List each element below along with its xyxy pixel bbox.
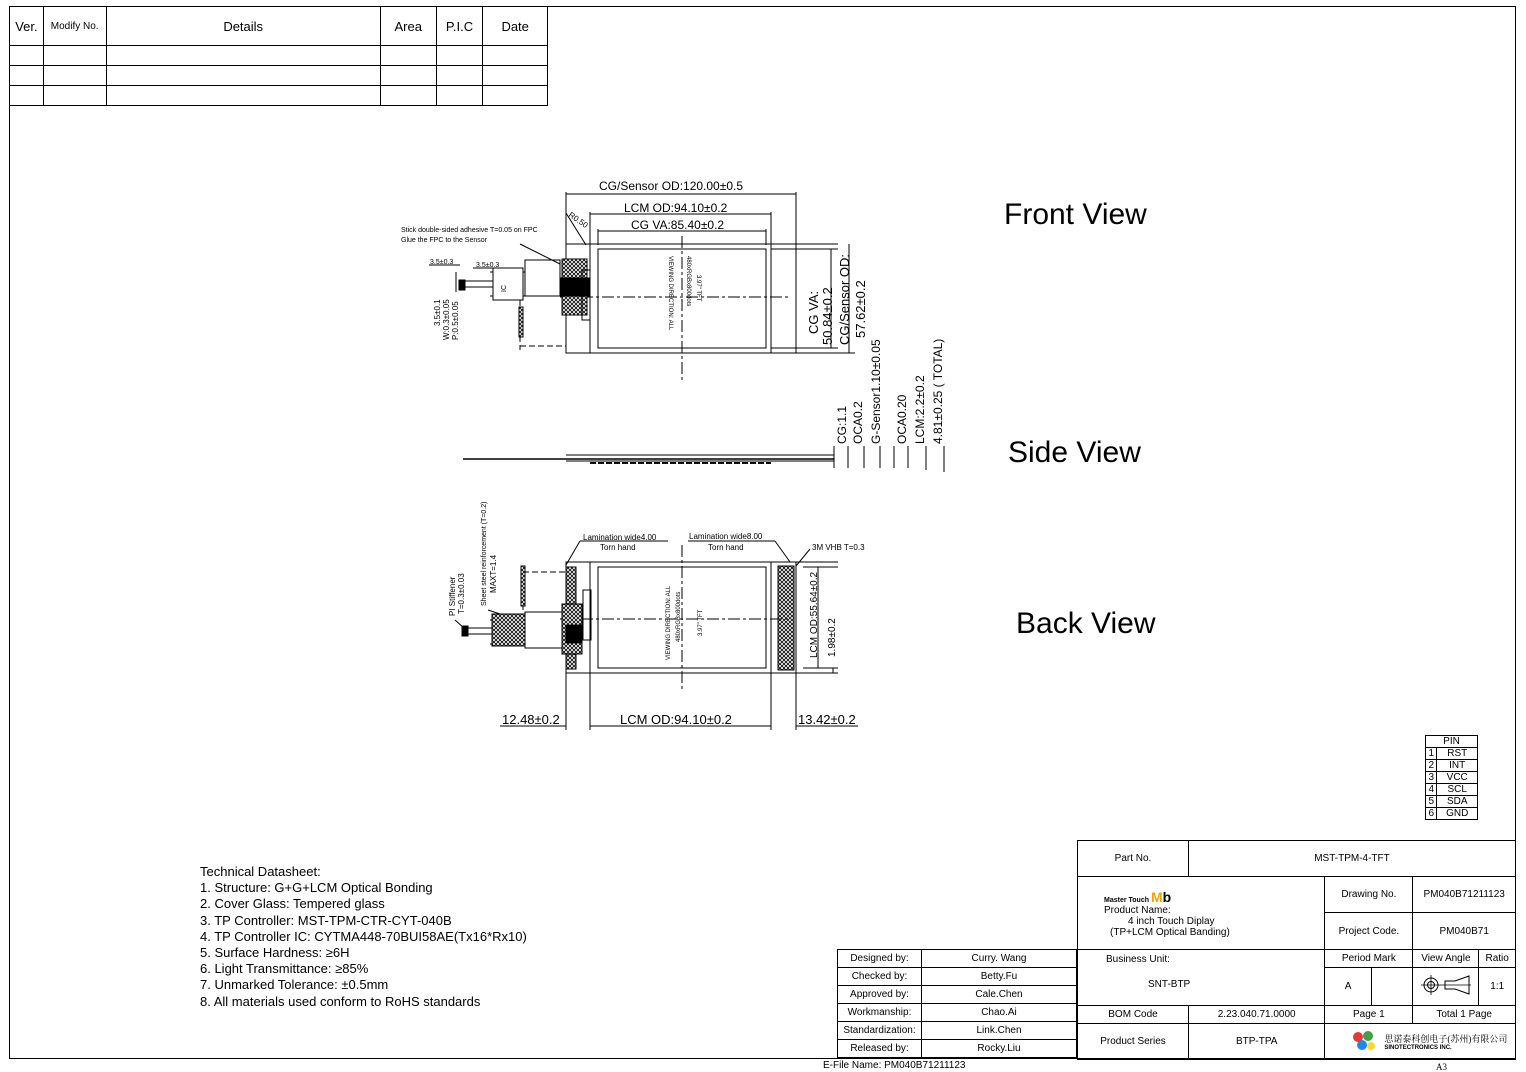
- business-unit-label: Business Unit:: [1106, 954, 1170, 965]
- side-label-cg: CG:1.1: [835, 405, 849, 444]
- datasheet-title: Technical Datasheet:: [200, 864, 321, 879]
- project-code-value: PM040B71: [1413, 913, 1516, 950]
- list-item: 7. Unmarked Tolerance: ±0.5mm: [200, 977, 389, 993]
- vhb-note: 3M VHB T=0.3: [812, 543, 865, 552]
- table-row: 4 SCL: [1426, 784, 1478, 796]
- back-dim-mid: LCM OD:94.10±0.2: [620, 712, 732, 727]
- cg-va-dimension: CG VA:85.40±0.2: [631, 218, 725, 232]
- table-row: Designed by: Curry. Wang: [838, 950, 1077, 968]
- product-name-label: Product Name:: [1104, 904, 1171, 916]
- side-label-lcm: LCM:2.2±0.2: [913, 375, 927, 444]
- table-row: 1 RST: [1426, 748, 1478, 760]
- lamination-right: Lamination wide8.00: [689, 532, 763, 541]
- dim-c2: W:0.3±0.05: [442, 299, 451, 340]
- pi-stiffener-label: PI Stiffener: [448, 576, 457, 616]
- drawing-no-value: PM040B71211123: [1413, 877, 1516, 913]
- back-view-title: Back View: [1016, 607, 1156, 640]
- side-view-drawing: [463, 446, 944, 472]
- lcd-text-3: 3.97" TFT: [695, 275, 701, 302]
- title-block: [1077, 840, 1516, 1060]
- business-unit-value: SNT-BTP: [1148, 979, 1191, 990]
- back-view-drawing: [455, 541, 858, 730]
- back-lcd-text-3: 3.97" TFT: [698, 609, 704, 636]
- efile-name: E-File Name: PM040B71211123: [823, 1060, 966, 1071]
- list-item: 4. TP Controller IC: CYTMA448-70BUI58AE(Tx16*Rx10): [200, 928, 527, 944]
- dim-c3: P:0.5±0.05: [451, 301, 460, 340]
- lcd-text-2: 480xRGBx800dots: [685, 256, 691, 307]
- steel-max-thickness: MAXT=1.4: [489, 554, 498, 593]
- list-item: 6. Light Transmittance: ≥85%: [200, 961, 369, 977]
- cg-od-dimension: CG/Sensor OD:120.00±0.5: [599, 179, 743, 193]
- dim-a: 3.5±0.3: [430, 259, 454, 266]
- back-dim-right: 13.42±0.2: [798, 712, 856, 727]
- rev-header-area: Area: [380, 7, 436, 46]
- list-item: 8. All materials used conform to RoHS standards: [200, 993, 481, 1009]
- back-lcm-od-vertical: LCM OD:55.64±0.2: [809, 571, 820, 658]
- dim-b: 3.5±0.3: [476, 262, 500, 269]
- list-item: 3. TP Controller: MST-TPM-CTR-CYT-040B: [200, 912, 452, 928]
- product-name-line2: (TP+LCM Optical Banding): [1110, 926, 1230, 938]
- rev-header-pic: P.I.C: [436, 7, 483, 46]
- company-logo-icon: [1350, 1029, 1378, 1055]
- table-row: 5 SDA: [1426, 796, 1478, 808]
- ratio-value: 1:1: [1479, 968, 1516, 1006]
- lcd-text-1: VIEWING DIRECTION: ALL: [667, 256, 673, 331]
- bom-code-label: BOM Code: [1078, 1006, 1189, 1024]
- company-name-cn: 思诺泰科创电子(苏州)有限公司: [1384, 1034, 1508, 1044]
- steel-reinforcement-label: Sheet steel reinforcement (T=0.2): [481, 501, 488, 606]
- table-row: 6 GND: [1426, 808, 1478, 820]
- radius-label: R0.50: [566, 210, 590, 230]
- rev-header-modify: Modify No.: [43, 7, 106, 46]
- technical-datasheet: [200, 864, 527, 1010]
- torn-hand-right: Torn hand: [708, 543, 744, 552]
- table-row: Approved by: Cale.Chen: [838, 986, 1077, 1004]
- cg-va-vertical-label: CG VA:: [806, 290, 821, 334]
- dim-c1: 3.5±0.1: [433, 299, 442, 326]
- page-number: Page 1: [1325, 1006, 1413, 1024]
- list-item: 1. Structure: G+G+LCM Optical Bonding: [200, 880, 433, 896]
- lcm-od-dimension: LCM OD:94.10±0.2: [624, 201, 728, 215]
- view-angle-label: View Angle: [1413, 950, 1479, 968]
- side-label-total: 4.81±0.25 ( TOTAL): [931, 338, 945, 444]
- period-mark-value: A: [1325, 968, 1372, 1006]
- back-lcd-text-2: 480xRGBx800dots: [676, 591, 682, 642]
- lamination-left: Lamination wide4.00: [583, 533, 657, 542]
- ratio-label: Ratio: [1479, 950, 1516, 968]
- product-name-line1: 4 inch Touch Diplay: [1128, 915, 1215, 927]
- signoff-table: [837, 949, 1077, 1058]
- list-item: 5. Surface Hardness: ≥6H: [200, 945, 350, 961]
- table-row: 3 VCC: [1426, 772, 1478, 784]
- side-label-oca1: OCA0.2: [851, 401, 865, 444]
- table-row: Checked by: Betty.Fu: [838, 968, 1077, 986]
- cg-od-vertical-value: 57.62±0.2: [853, 280, 868, 338]
- table-row: Released by: Rocky.Liu: [838, 1040, 1077, 1058]
- pin-table: [1425, 735, 1478, 820]
- product-series-label: Product Series: [1078, 1024, 1189, 1060]
- side-view-title: Side View: [1008, 436, 1141, 469]
- period-mark-label: Period Mark: [1325, 950, 1413, 968]
- pin-header: PIN: [1426, 736, 1478, 748]
- side-label-sensor: G-Sensor1.10±0.05: [869, 339, 883, 444]
- table-row: 2 INT: [1426, 760, 1478, 772]
- cg-va-vertical-value: 50.84±0.2: [820, 287, 835, 345]
- rev-header-date: Date: [483, 7, 548, 46]
- part-no-label: Part No.: [1078, 841, 1189, 877]
- project-code-label: Project Code.: [1325, 913, 1413, 950]
- projection-symbol-icon: [1413, 968, 1479, 1006]
- ic-label: IC: [501, 285, 508, 292]
- torn-hand-left: Torn hand: [600, 543, 636, 552]
- part-no-value: MST-TPM-4-TFT: [1189, 841, 1516, 877]
- pi-stiffener-thickness: T=0.3±0.03: [457, 573, 466, 614]
- product-series-value: BTP-TPA: [1189, 1024, 1325, 1060]
- company-logo: Master Touch Mb: [1104, 888, 1172, 905]
- front-view-title: Front View: [1004, 198, 1147, 231]
- rev-header-details: Details: [106, 7, 380, 46]
- adhesive-note: Stick double-sided adhesive T=0.05 on FPC: [401, 227, 538, 234]
- back-dim-198: 1.98±0.2: [827, 618, 838, 657]
- cg-od-vertical-label: CG/Sensor OD:: [837, 253, 852, 345]
- sheet-size: A3: [1436, 1062, 1447, 1072]
- table-row: Workmanship: Chao.Ai: [838, 1004, 1077, 1022]
- glue-note: Glue the FPC to the Sensor: [401, 237, 487, 244]
- rev-header-ver: Ver.: [10, 7, 44, 46]
- drawing-no-label: Drawing No.: [1325, 877, 1413, 913]
- table-row: Standardization: Link.Chen: [838, 1022, 1077, 1040]
- back-dim-left: 12.48±0.2: [502, 712, 560, 727]
- back-lcd-text-1: VIEWING DIRECTION: ALL: [666, 585, 672, 660]
- side-label-oca2: OCA0.20: [895, 394, 909, 444]
- company-name-en: SINOTECTRONICS INC.: [1384, 1045, 1452, 1051]
- bom-code-value: 2.23.040.71.0000: [1189, 1006, 1325, 1024]
- total-pages: Total 1 Page: [1413, 1006, 1516, 1024]
- list-item: 2. Cover Glass: Tempered glass: [200, 896, 385, 912]
